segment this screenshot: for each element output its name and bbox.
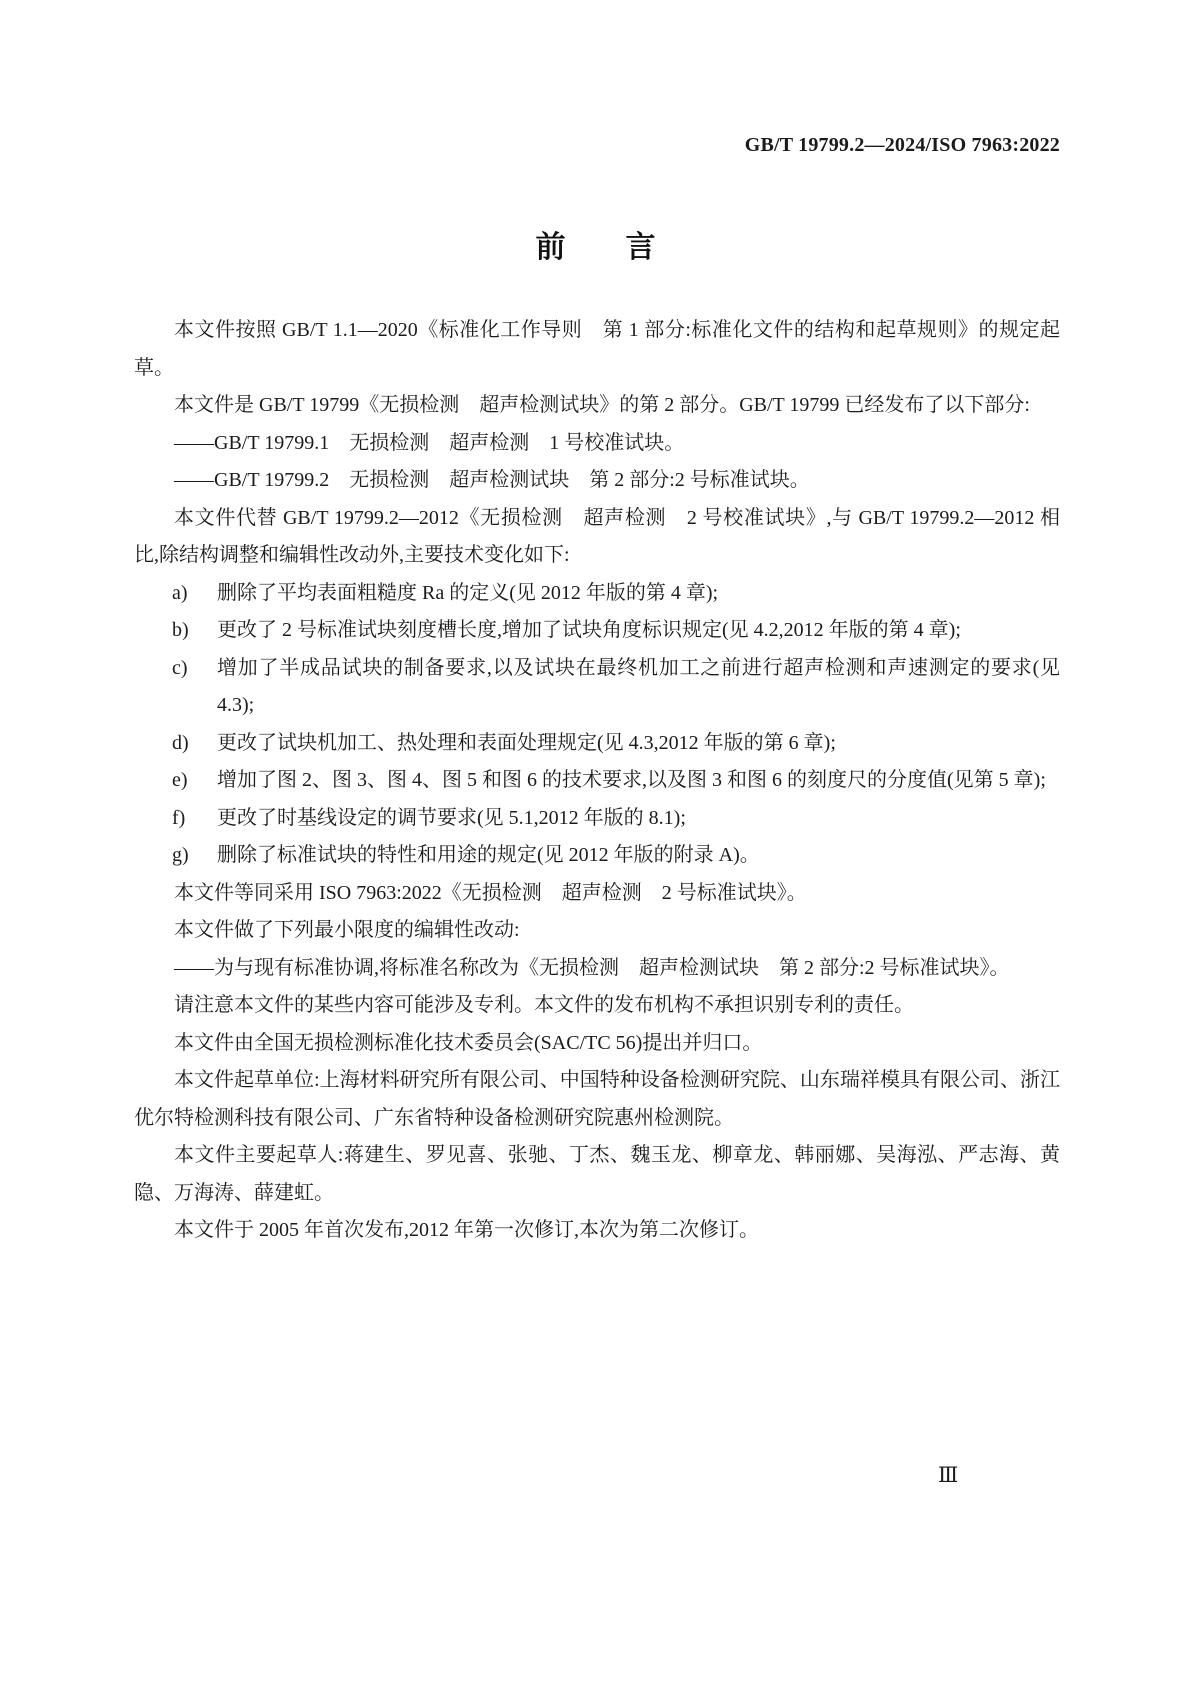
paragraph: 本文件代替 GB/T 19799.2—2012《无损检测 超声检测 2 号校准试块》,与 GB/T 19799.2—2012 相比,除结构调整和编辑性改动外,主要技术变化如下: bbox=[134, 506, 1060, 566]
lettered-list-item bbox=[172, 725, 1060, 763]
dash-list-item: ——GB/T 19799.1 无损检测 超声检测 1 号校准试块。 bbox=[174, 431, 685, 454]
list-text: 更改了时基线设定的调节要求(见 5.1,2012 年版的 8.1); bbox=[217, 806, 686, 829]
paragraph: 本文件按照 GB/T 1.1—2020《标准化工作导则 第 1 部分:标准化文件的结构和起草规则》的规定起草。 bbox=[134, 319, 1060, 379]
list-marker: e) bbox=[172, 769, 188, 791]
list-marker: g) bbox=[172, 844, 189, 866]
standard-number: GB/T 19799.2—2024/ISO 7963:2022 bbox=[744, 134, 1060, 156]
list-text: 更改了 2 号标准试块刻度槽长度,增加了试块角度标识规定(见 4.2,2012 年版的第 4 章); bbox=[217, 619, 961, 641]
list-text: 更改了试块机加工、热处理和表面处理规定(见 4.3,2012 年版的第 6 章); bbox=[217, 731, 836, 754]
paragraph: 本文件于 2005 年首次发布,2012 年第一次修订,本次为第二次修订。 bbox=[174, 1219, 759, 1241]
page-number: Ⅲ bbox=[938, 1463, 959, 1487]
paragraph: 请注意本文件的某些内容可能涉及专利。本文件的发布机构不承担识别专利的责任。 bbox=[174, 994, 914, 1016]
dash-list-item: ——为与现有标准协调,将标准名称改为《无损检测 超声检测试块 第 2 部分:2 号标准试块》。 bbox=[174, 956, 1010, 979]
paragraph: 本文件做了下列最小限度的编辑性改动: bbox=[174, 919, 520, 941]
dash-list-item: ——GB/T 19799.2 无损检测 超声检测试块 第 2 部分:2 号标准试块。 bbox=[174, 469, 810, 491]
list-marker: d) bbox=[172, 731, 189, 754]
paragraph: 本文件等同采用 ISO 7963:2022《无损检测 超声检测 2 号标准试块》。 bbox=[174, 881, 807, 904]
page-title: 前 言 bbox=[535, 231, 656, 264]
lettered-list-item bbox=[172, 575, 1060, 613]
paragraph: 本文件由全国无损检测标准化技术委员会(SAC/TC 56)提出并归口。 bbox=[174, 1031, 763, 1054]
list-marker: f) bbox=[172, 806, 186, 829]
lettered-list-item bbox=[172, 762, 1060, 800]
paragraph: 本文件起草单位:上海材料研究所有限公司、中国特种设备检测研究院、山东瑞祥模具有限公司、浙江优尔特检测科技有限公司、广东省特种设备检测研究院惠州检测院。 bbox=[134, 1069, 1060, 1129]
lettered-list-item bbox=[172, 837, 1060, 875]
lettered-list-item bbox=[172, 800, 1060, 838]
lettered-list-item bbox=[172, 650, 1060, 725]
document-body bbox=[134, 312, 1060, 1250]
list-marker: a) bbox=[172, 581, 188, 604]
paragraph: 本文件是 GB/T 19799《无损检测 超声检测试块》的第 2 部分。GB/T 19799 已经发布了以下部分: bbox=[174, 394, 1030, 416]
paragraph: 本文件主要起草人:蒋建生、罗见喜、张驰、丁杰、魏玉龙、柳章龙、韩丽娜、吴海泓、严志海、黄隐、万海涛、薛建虹。 bbox=[134, 1144, 1060, 1204]
list-text: 删除了平均表面粗糙度 Ra 的定义(见 2012 年版的第 4 章); bbox=[217, 581, 719, 604]
lettered-list-item bbox=[172, 612, 1060, 650]
list-text: 增加了图 2、图 3、图 4、图 5 和图 6 的技术要求,以及图 3 和图 6 的刻度尺的分度值(见第 5 章); bbox=[217, 769, 1046, 791]
list-marker: c) bbox=[172, 656, 188, 679]
list-marker: b) bbox=[172, 619, 189, 641]
list-text: 增加了半成品试块的制备要求,以及试块在最终机加工之前进行超声检测和声速测定的要求(见 4.3); bbox=[217, 656, 1060, 716]
list-text: 删除了标准试块的特性和用途的规定(见 2012 年版的附录 A)。 bbox=[217, 844, 760, 866]
